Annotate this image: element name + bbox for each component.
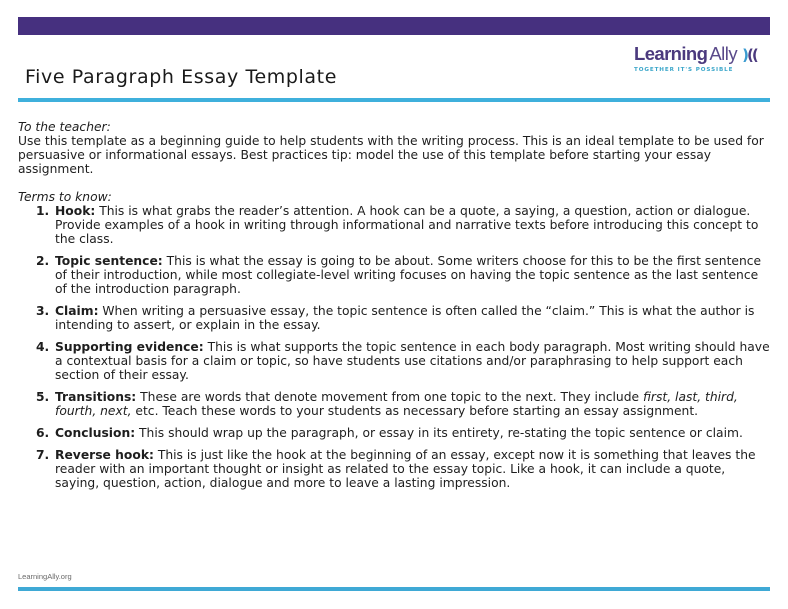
term-item-claim [18,304,770,332]
footer-website: LearningAlly.org [18,572,72,581]
term-name: Reverse hook: [55,448,154,462]
term-name: Supporting evidence: [55,340,204,354]
term-number: 7. [36,448,50,462]
term-number: 4. [36,340,50,354]
term-number: 1. [36,204,50,218]
term-number: 6. [36,426,50,440]
term-definition-end: etc. Teach these words to your students as necessary before starting an essay assignment. [131,404,699,418]
term-number: 2. [36,254,50,268]
footer-divider [18,587,770,591]
intro-text: Use this template as a beginning guide to help students with the writing process. This is an ideal template to be used for persuasive or informational essays. Best practices tip: model the use of this template before starting your essay assignment. [18,134,764,176]
term-name: Transitions: [55,390,137,404]
term-number: 5. [36,390,50,404]
term-definition: This should wrap up the paragraph, or essay in its entirety, re-stating the topic sentence or claim. [135,426,743,440]
brand-color-bar [18,17,770,35]
term-item-transitions [18,390,770,418]
sound-waves-icon: )(( [742,46,757,64]
term-definition: When writing a persuasive essay, the topic sentence is often called the “claim.” This is what the author is intending to assert, or explain in the essay. [55,304,755,332]
term-item-supporting-evidence [18,340,770,382]
terms-label: Terms to know: [18,190,112,204]
learning-ally-logo [634,44,768,76]
terms-list [18,204,770,490]
logo-wordmark [634,44,768,64]
term-definition: These are words that denote movement from one topic to the next. They include [136,390,643,404]
term-item-hook [18,204,770,246]
term-name: Conclusion: [55,426,136,440]
term-number: 3. [36,304,50,318]
term-definition: This is what grabs the reader’s attention. A hook can be a quote, a saying, a question, action or dialogue. Provide examples of a hook in writing through informational and narrative texts before introducing this concept to the class. [55,204,759,246]
term-item-conclusion [18,426,770,440]
term-definition: This is just like the hook at the beginning of an essay, except now it is something that leaves the reader with an important thought or insight as related to the essay topic. Like a hook, it can include a quote, saying, question, action, dialogue and more to leave a lasting impression. [55,448,756,490]
term-item-topic-sentence [18,254,770,296]
logo-name-light: Ally [709,43,738,64]
term-name: Topic sentence: [55,254,163,268]
term-definition: This is what the essay is going to be about. Some writers choose for this to be the first sentence of their introduction, while most collegiate-level writing focuses on having the topic sentence as the last sentence of the introduction paragraph. [55,254,762,296]
header-divider [18,98,770,102]
logo-tagline: TOGETHER IT'S POSSIBLE [634,67,734,73]
logo-name-bold: Learning [634,43,708,64]
term-name: Claim: [55,304,99,318]
document-body [18,120,770,498]
document-title: Five Paragraph Essay Template [25,66,337,88]
intro-label: To the teacher: [18,120,111,134]
term-name: Hook: [55,204,96,218]
term-examples: first, last, third, fourth, next, [55,390,738,418]
term-definition: This is what supports the topic sentence in each body paragraph. Most writing should have a contextual basis for a claim or topic, so have students use citations and/or paraphrasing to help support each section of their essay. [55,340,770,382]
term-item-reverse-hook [18,448,770,490]
